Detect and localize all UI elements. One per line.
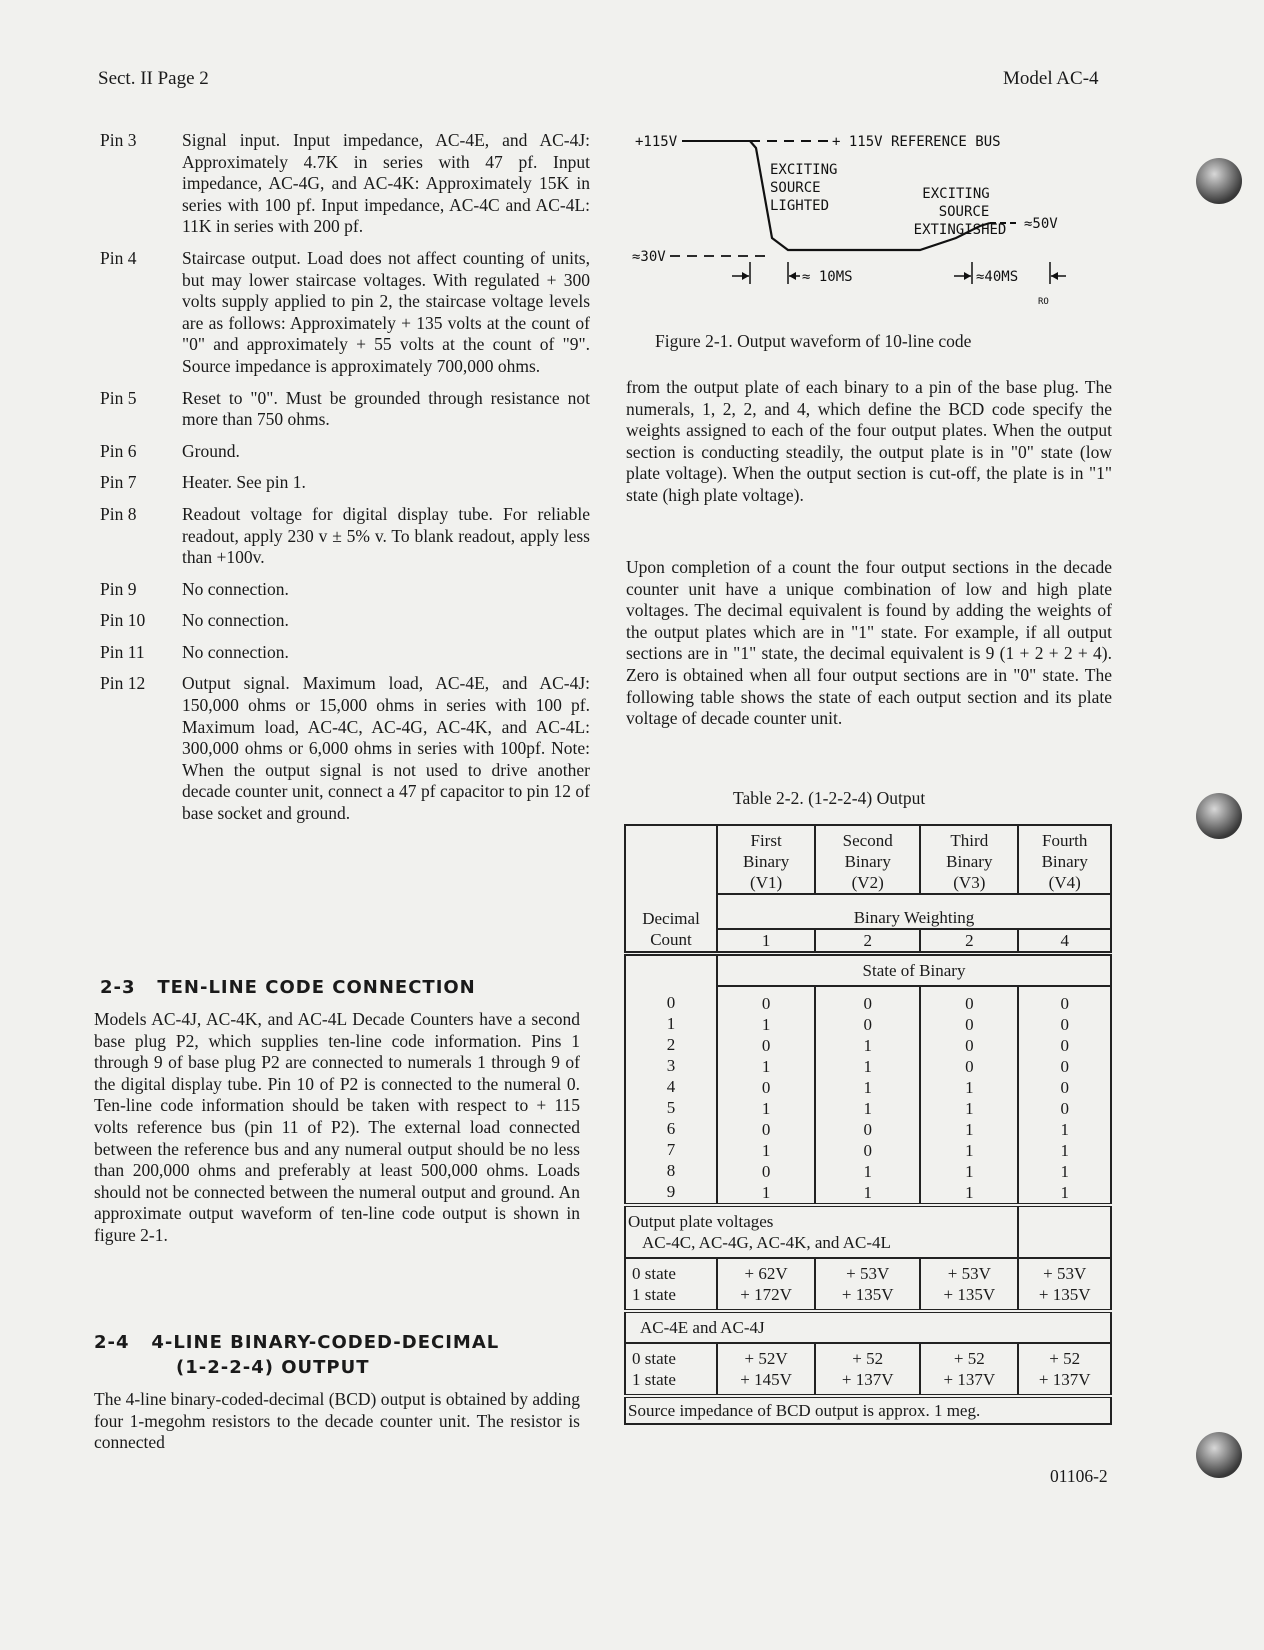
state-cell: 1	[965, 1078, 974, 1097]
header-line: Binary	[742, 852, 790, 871]
voltage-cell	[1018, 1343, 1111, 1396]
header-line: Fourth	[1042, 831, 1088, 850]
label-10ms: ≈ 10MS	[802, 269, 853, 285]
section-title-line2: (1-2-2-4) OUTPUT	[176, 1357, 370, 1378]
state-cell: 1	[1060, 1141, 1069, 1160]
count-cell: 9	[666, 1182, 676, 1201]
weight-cell: 2	[920, 929, 1018, 954]
count-cell: 8	[666, 1161, 676, 1180]
section-page-header: Sect. II Page 2	[98, 68, 209, 89]
label-50v: ≈50V	[1024, 216, 1058, 232]
pin-entry	[100, 472, 590, 494]
pin-entry	[100, 130, 590, 238]
pin-label: Pin 3	[100, 130, 137, 150]
voltage-value: + 137V	[1038, 1370, 1091, 1389]
voltage-value: + 53V	[1043, 1264, 1087, 1283]
pin-entry	[100, 610, 590, 632]
voltage-value: + 135V	[943, 1285, 996, 1304]
state-cell: 1	[863, 1036, 872, 1055]
table-footer-note: Source impedance of BCD output is approx. 1 meg.	[625, 1396, 1111, 1424]
header-line: First	[750, 831, 782, 850]
arrowhead-icon	[789, 272, 796, 280]
arrowhead-icon	[964, 272, 971, 280]
pin-entry	[100, 388, 590, 431]
state-label: 0 state	[632, 1349, 676, 1368]
state-cell: 0	[1060, 1078, 1069, 1097]
pin-label: Pin 5	[100, 387, 137, 408]
voltage-value: + 137V	[841, 1370, 894, 1389]
state-cell: 0	[1060, 994, 1069, 1013]
label-exciting-lighted: EXCITING	[770, 162, 838, 178]
state-cell: 0	[1060, 1036, 1069, 1055]
header-line: Decimal	[642, 909, 700, 928]
count-cell: 6	[666, 1119, 676, 1138]
pin-label: Pin 6	[100, 440, 137, 461]
voltage-value: + 137V	[943, 1370, 996, 1389]
count-cell: 1	[666, 1014, 676, 1033]
state-cell: 0	[761, 1162, 771, 1181]
pin-entry	[100, 642, 590, 664]
state-cell: 0	[863, 994, 872, 1013]
count-cell: 0	[666, 993, 676, 1012]
label-exciting-lighted: SOURCE	[770, 180, 821, 196]
voltage-cell	[920, 1258, 1018, 1311]
voltage-value: + 53V	[846, 1264, 890, 1283]
voltage-group-2-label: AC-4E and AC-4J	[625, 1311, 1111, 1343]
count-cell: 5	[666, 1098, 676, 1117]
pin-list	[100, 130, 590, 835]
header-line: Second	[842, 831, 893, 850]
state-cell: 0	[761, 994, 771, 1013]
voltage-cell	[717, 1343, 815, 1396]
voltage-value: + 52V	[744, 1349, 788, 1368]
section-2-4-body-right-2: Upon completion of a count the four output sections in the decade counter unit have a unique combination of low and high plate voltages. The decimal equivalent is found by adding the weights of the output plates which are in "1" state. For example, if all output sections are in "1" state, the decimal equivalent is 9 (1 + 2 + 2 + 4). Zero is obtained when all four output sections are in "0" state. The following table shows the state of each output section and its plate voltage of decade counter unit.	[626, 557, 1112, 729]
section-heading-2-4	[94, 1332, 499, 1353]
pin-description: Staircase output. Load does not affect counting of units, but may lower staircase voltages. With regulated + 300 volts supply applied to pin 2, the staircase voltage levels are as follows: Approximately + 135 volts at the count of "0" and approximately + 55 volts at the count of "9". Source impedance is approximately 700,000 ohms.	[182, 247, 590, 376]
header-line: Third	[950, 831, 989, 850]
voltage-value: + 172V	[740, 1285, 792, 1304]
pin-description: No connection.	[182, 641, 289, 662]
bcd-output-table	[624, 824, 1112, 1425]
voltage-cell	[815, 1258, 920, 1311]
section-number: 2-3	[100, 977, 136, 998]
pin-description: Heater. See pin 1.	[182, 472, 306, 493]
label-40ms: ≈40MS	[976, 269, 1019, 285]
empty-cell	[1018, 1205, 1111, 1258]
count-column	[625, 954, 717, 1206]
state-cell: 0	[965, 1057, 974, 1076]
state-cell: 0	[863, 1120, 872, 1139]
binder-hole	[1196, 158, 1242, 204]
state-cell: 0	[965, 1015, 974, 1034]
state-cell: 0	[761, 1078, 771, 1097]
state-cell: 1	[965, 1183, 974, 1202]
state-cell: 1	[761, 1099, 771, 1118]
voltage-group-1-label	[625, 1205, 1018, 1258]
section-2-4-body-left: The 4-line binary-coded-decimal (BCD) output is obtained by adding four 1-megohm resistors to the decade counter unit. The resistor is connected	[94, 1389, 580, 1453]
state-of-binary-label: State of Binary	[717, 954, 1111, 987]
pin-entry	[100, 248, 590, 378]
label-115v: +115V	[635, 134, 678, 150]
label-exciting-extinguished: EXCITING	[922, 186, 990, 202]
state-column-v2	[815, 986, 920, 1205]
section-2-3-body: Models AC-4J, AC-4K, and AC-4L Decade Counters have a second base plug P2, which supplies ten-line code information. Pins 1 through 9 of base plug P2 are connected to numerals 1 through 9 of the digital display tube. Pin 10 of P2 is connected to the numeral 0. Ten-line code information should be taken with respect to + 115 volts reference bus (pin 11 of P2). The external load connected between the reference bus and any numeral output should be no less than 200,000 ohms and preferably at least 500,000 ohms. Loads should not be connected between the numeral output and ground. An approximate output waveform of ten-line code output is shown in figure 2-1.	[94, 1009, 580, 1245]
pin-description: No connection.	[182, 610, 289, 631]
group-label-line: AC-4C, AC-4G, AC-4K, and AC-4L	[642, 1233, 891, 1252]
decimal-count-header-line2: Count	[625, 929, 717, 954]
state-labels	[625, 1258, 717, 1311]
state-cell: 0	[761, 1120, 771, 1139]
binary-header	[1018, 825, 1111, 894]
label-reference-bus: + 115V REFERENCE BUS	[832, 134, 1001, 150]
pin-label: Pin 10	[100, 610, 146, 631]
state-cell: 1	[965, 1120, 974, 1139]
header-line: Binary	[946, 852, 993, 871]
state-cell: 1	[863, 1078, 872, 1097]
header-line: (V3)	[953, 873, 986, 892]
header-line: (V2)	[851, 873, 884, 892]
pin-description: Ground.	[182, 440, 240, 461]
binder-hole	[1196, 1432, 1242, 1478]
waveform-figure	[620, 126, 1120, 318]
state-label: 0 state	[632, 1264, 676, 1283]
state-cell: 1	[761, 1057, 771, 1076]
model-header: Model AC-4	[1003, 68, 1099, 89]
arrowhead-icon	[742, 272, 749, 280]
label-exciting-extinguished: SOURCE	[938, 204, 990, 220]
state-cell: 1	[1060, 1162, 1069, 1181]
voltage-value: + 145V	[740, 1370, 792, 1389]
label-exciting-lighted: LIGHTED	[770, 198, 830, 214]
voltage-cell	[1018, 1258, 1111, 1311]
binder-hole	[1196, 793, 1242, 839]
voltage-value: + 52	[1049, 1349, 1081, 1368]
state-cell: 1	[1060, 1183, 1069, 1202]
pin-label: Pin 12	[100, 673, 146, 694]
pin-entry	[100, 441, 590, 463]
state-cell: 0	[965, 994, 974, 1013]
pin-entry	[100, 673, 590, 824]
voltage-value: + 52	[953, 1349, 985, 1368]
state-cell: 0	[863, 1141, 872, 1160]
voltage-cell	[815, 1343, 920, 1396]
state-cell: 1	[965, 1099, 974, 1118]
state-cell: 1	[863, 1183, 872, 1202]
label-30v: ≈30V	[632, 249, 666, 265]
state-cell: 0	[1060, 1057, 1069, 1076]
pin-label: Pin 4	[100, 247, 137, 268]
binary-header	[717, 825, 815, 894]
header-line: Binary	[1041, 852, 1088, 871]
pin-label: Pin 9	[100, 578, 137, 599]
voltage-value: + 135V	[1038, 1285, 1091, 1304]
weight-cell: 4	[1018, 929, 1111, 954]
state-labels	[625, 1343, 717, 1396]
state-cell: 1	[965, 1141, 974, 1160]
label-ro: RO	[1038, 297, 1049, 307]
state-column-v3	[920, 986, 1018, 1205]
state-label: 1 state	[632, 1370, 676, 1389]
weight-cell: 1	[717, 929, 815, 954]
voltage-value: + 53V	[947, 1264, 991, 1283]
state-cell: 0	[1060, 1015, 1069, 1034]
state-column-v4	[1018, 986, 1111, 1205]
pin-description: Signal input. Input impedance, AC-4E, and AC-4J: Approximately 4.7K in series with 47 pf. Input impedance, AC-4G, and AC-4K: Approximately 15K in series with 100 pf. Input impedance, AC-4C and AC-4L: 11K in series with 200 pf.	[182, 130, 590, 237]
state-cell: 1	[761, 1183, 771, 1202]
state-cell: 1	[863, 1057, 872, 1076]
state-cell: 1	[965, 1162, 974, 1181]
state-cell: 1	[761, 1141, 771, 1160]
state-cell: 0	[965, 1036, 974, 1055]
state-cell: 0	[1060, 1099, 1069, 1118]
arrowhead-icon	[1051, 272, 1058, 280]
section-number: 2-4	[94, 1332, 130, 1353]
pin-label: Pin 8	[100, 503, 137, 524]
count-cell: 7	[666, 1140, 676, 1159]
count-cell: 4	[666, 1077, 676, 1096]
figure-caption: Figure 2-1. Output waveform of 10-line code	[655, 331, 972, 351]
pin-description: Readout voltage for digital display tube. For reliable readout, apply 230 v ± 5% v. To blank readout, apply less than +100v.	[182, 503, 590, 568]
pin-entry	[100, 579, 590, 601]
pin-label: Pin 11	[100, 641, 145, 662]
voltage-cell	[920, 1343, 1018, 1396]
document-number: 01106-2	[1050, 1466, 1108, 1486]
voltage-value: + 52	[852, 1349, 884, 1368]
table-caption: Table 2-2. (1-2-2-4) Output	[733, 788, 926, 808]
section-title: TEN-LINE CODE CONNECTION	[157, 977, 476, 998]
state-cell: 1	[863, 1099, 872, 1118]
binary-weighting-label: Binary Weighting	[717, 894, 1111, 929]
header-line: Binary	[844, 852, 891, 871]
section-title: 4-LINE BINARY-CODED-DECIMAL	[151, 1332, 500, 1353]
state-label: 1 state	[632, 1285, 676, 1304]
binary-header	[920, 825, 1018, 894]
state-cell: 1	[761, 1015, 771, 1034]
voltage-cell	[717, 1258, 815, 1311]
group-label-line: Output plate voltages	[628, 1212, 774, 1231]
state-cell: 0	[863, 1015, 872, 1034]
section-heading-2-3	[100, 977, 476, 998]
pin-entry	[100, 504, 590, 569]
voltage-value: + 62V	[744, 1264, 788, 1283]
count-cell: 3	[666, 1056, 676, 1075]
binary-header	[815, 825, 920, 894]
weight-cell: 2	[815, 929, 920, 954]
pin-label: Pin 7	[100, 472, 137, 493]
state-cell: 1	[1060, 1120, 1069, 1139]
decimal-count-header	[625, 825, 717, 929]
count-cell: 2	[666, 1035, 676, 1054]
label-exciting-extinguished: EXTINGISHED	[913, 222, 1007, 238]
header-line: (V1)	[750, 873, 783, 892]
state-cell: 0	[761, 1036, 771, 1055]
pin-description: No connection.	[182, 578, 289, 599]
section-2-4-body-right-1: from the output plate of each binary to a pin of the base plug. The numerals, 1, 2, 2, and 4, which define the BCD code specify the weights assigned to each of the four output plates. When the output section is conducting steadily, the output plate is in "0" state (low plate voltage). When the output section is cut-off, the plate is in "1" state (high plate voltage).	[626, 377, 1112, 505]
pin-description: Reset to "0". Must be grounded through resistance not more than 750 ohms.	[182, 387, 590, 430]
header-line: (V4)	[1048, 873, 1081, 892]
voltage-value: + 135V	[841, 1285, 894, 1304]
state-column-v1	[717, 986, 815, 1205]
pin-description: Output signal. Maximum load, AC-4E, and AC-4J: 150,000 ohms or 15,000 ohms in series with 100 pf. Maximum load, AC-4C, AC-4G, AC-4K, and AC-4L: 300,000 ohms or 6,000 ohms in series with 100pf. Note: When the output signal is not used to drive another decade counter unit, connect a 47 pf capacitor to pin 12 of base socket and ground.	[182, 673, 590, 824]
state-cell: 1	[863, 1162, 872, 1181]
